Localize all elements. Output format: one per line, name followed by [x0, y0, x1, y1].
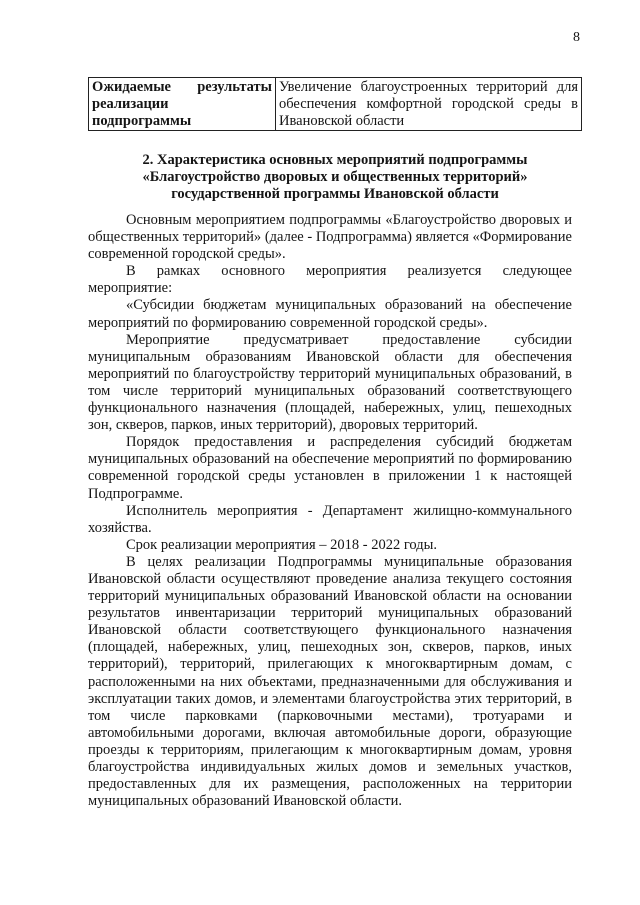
table-label-line: реализации	[92, 96, 169, 112]
heading-line: «Благоустройство дворовых и общественных территорий»	[142, 169, 528, 185]
body-text	[88, 212, 572, 810]
paragraph: Порядок предоставления и распределения субсидий бюджетам муниципальных образований на обеспечение мероприятий по формированию современной городской среды установлен в приложении 1 к настоящей Подпрограмме.	[88, 434, 572, 502]
paragraph: Срок реализации мероприятия – 2018 - 2022 годы.	[126, 536, 438, 553]
table-label-cell	[89, 78, 276, 131]
table-label-line: подпрограммы	[92, 113, 192, 129]
page-number: 8	[573, 30, 580, 45]
paragraph: Исполнитель мероприятия - Департамент жилищно-коммунального хозяйства.	[88, 502, 572, 536]
table-row	[89, 78, 582, 131]
results-table	[88, 77, 582, 131]
paragraph: Основным мероприятием подпрограммы «Благоустройство дворовых и общественных территорий» (далее - Подпрограмма) является «Формирование современной городской среды».	[88, 212, 572, 263]
heading-line: государственной программы Ивановской области	[171, 186, 499, 202]
paragraph: «Субсидии бюджетам муниципальных образований на обеспечение мероприятий по формированию современной городской среды».	[88, 297, 572, 331]
section-heading	[88, 152, 582, 203]
paragraph: Мероприятие предусматривает предоставление субсидии муниципальным образованиям Ивановской области для обеспечения мероприятий по благоустройству территорий муниципальных образований, в том числе территорий муниципальных образований соответствующего функционального назначения (площадей, набережных, улиц, пешеходных зон, скверов, парков, иных территорий), дворовых территорий.	[88, 331, 572, 434]
paragraph: В целях реализации Подпрограммы муниципальные образования Ивановской области осуществляют проведение анализа текущего состояния территорий муниципальных образований Ивановской области на основании результатов инвентаризации территорий муниципальных образований Ивановской области соответствующего функционального назначения (площадей, набережных, улиц, пешеходных зон, скверов, парков, иных территорий), территорий, прилегающих к многоквартирным домам, с расположенными на них объектами, предназначенными для обслуживания и эксплуатации таких домов, и элементами благоустройства этих территорий, в том числе парковками (парковочными местами), тротуарами и автомобильными дорогами, включая автомобильные дороги, образующие проезды к территориям, прилегающим к многоквартирным домам, уровня благоустройства индивидуальных жилых домов и земельных участков, предоставленных для их размещения, расположенных на территории муниципальных образований Ивановской области.	[88, 553, 572, 810]
table-label-line: Ожидаемые результаты	[92, 79, 272, 95]
heading-line: 2. Характеристика основных мероприятий подпрограммы	[142, 152, 528, 168]
paragraph: В рамках основного мероприятия реализуется следующее мероприятие:	[88, 263, 572, 297]
table-value-cell: Увеличение благоустроенных территорий для обеспечения комфортной городской среды в Ивановской области	[276, 78, 582, 131]
